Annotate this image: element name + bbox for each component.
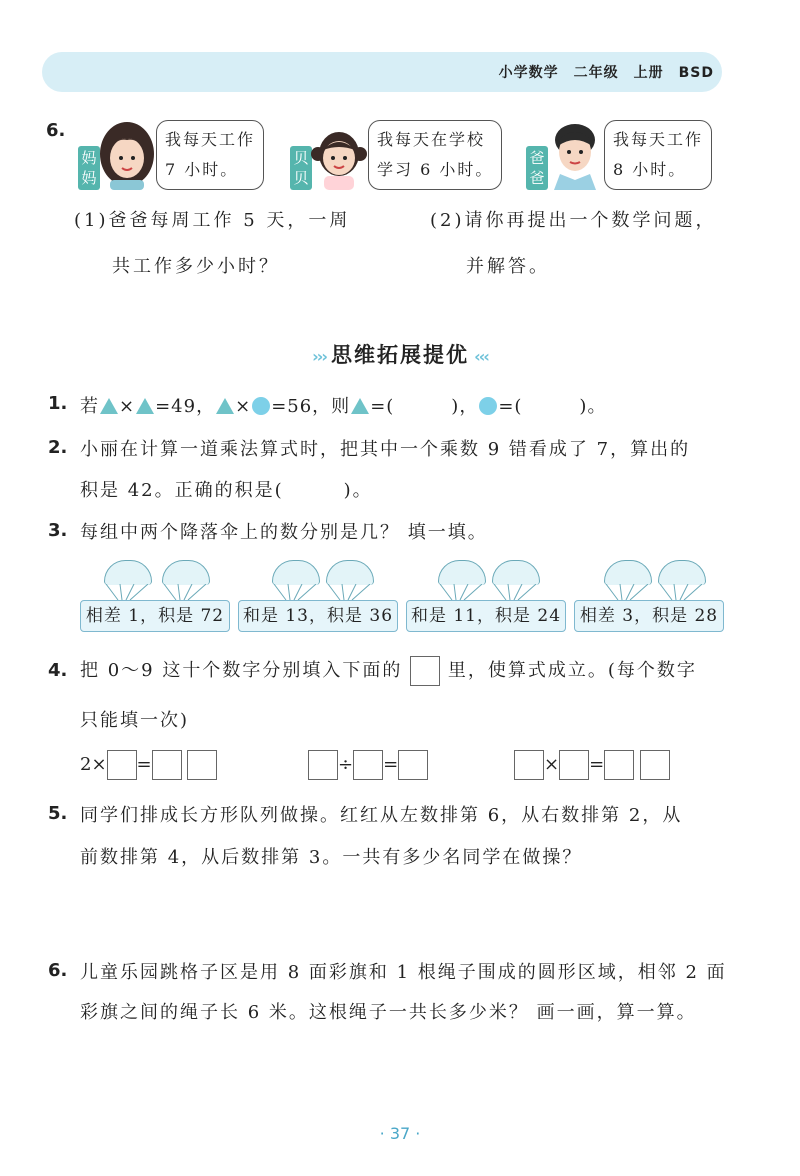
- answer-box[interactable]: [398, 750, 428, 780]
- equation-divide: [308, 750, 428, 780]
- sub-question-1-line1: (1)爸爸每周工作 5 天，一周: [74, 210, 351, 231]
- answer-box[interactable]: [640, 750, 670, 780]
- answer-blank: =( )。: [498, 396, 607, 417]
- bubble-line: 学习 6 小时。: [377, 160, 494, 179]
- dad-illustration: [546, 118, 604, 190]
- chevron-left-icon: ‹‹‹: [474, 347, 488, 366]
- question-number: 1.: [48, 393, 68, 414]
- equation-multiply-2: [514, 750, 670, 780]
- parachute: [492, 560, 540, 585]
- text-fragment: 里，使算式成立。(每个数字: [447, 660, 697, 681]
- role-label-mom: 妈妈: [78, 146, 100, 190]
- answer-box[interactable]: [187, 750, 217, 780]
- triangle-icon: [216, 398, 234, 414]
- speech-bubble-beibei: [368, 120, 502, 190]
- text-fragment: =56，则: [271, 396, 351, 417]
- book-info: 小学数学 二年级 上册 BSD: [498, 65, 714, 81]
- sub-question-2-line2: 并解答。: [466, 256, 550, 277]
- mom-illustration: [98, 120, 156, 190]
- question-3-text: 每组中两个降落伞上的数分别是几？ 填一填。: [80, 522, 488, 543]
- parachute: [658, 560, 706, 585]
- chevron-right-icon: ›››: [312, 347, 326, 366]
- speech-bubble-dad: [604, 120, 712, 190]
- question-number: 6.: [48, 960, 68, 981]
- role-label-dad: 爸爸: [526, 146, 548, 190]
- question-2-line1: 小丽在计算一道乘法算式时，把其中一个乘数 9 错看成了 7，算出的: [80, 439, 691, 460]
- question-4-line2: 只能填一次): [80, 710, 190, 731]
- answer-box[interactable]: [308, 750, 338, 780]
- answer-box[interactable]: [353, 750, 383, 780]
- question-number: 5.: [48, 803, 68, 824]
- girl-illustration: [310, 124, 368, 190]
- question-2-line2: 积是 42。正确的积是( )。: [80, 480, 373, 501]
- answer-box[interactable]: [604, 750, 634, 780]
- answer-box[interactable]: [410, 656, 440, 686]
- question-6-line1: 儿童乐园跳格子区是用 8 面彩旗和 1 根绳子围成的圆形区域，相邻 2 面: [80, 962, 727, 983]
- question-6-line2: 彩旗之间的绳子长 6 米。这根绳子一共长多少米？ 画一画，算一算。: [80, 1002, 697, 1023]
- triangle-icon: [100, 398, 118, 414]
- question-number: 4.: [48, 660, 68, 681]
- parachute: [326, 560, 374, 585]
- equals-sign: =: [383, 754, 399, 775]
- question-4-line1: [80, 656, 697, 686]
- question-number: 2.: [48, 437, 68, 458]
- parachute: [604, 560, 652, 585]
- text-fragment: 2×: [80, 754, 107, 775]
- section-title: 思维拓展提优: [331, 343, 469, 367]
- answer-box[interactable]: [559, 750, 589, 780]
- parachute-clue: 相差 1，积是 72: [80, 600, 230, 632]
- answer-box[interactable]: [514, 750, 544, 780]
- text-fragment: ×: [235, 396, 252, 417]
- equals-sign: =: [136, 754, 152, 775]
- text-fragment: 把 0～9 这十个数字分别填入下面的: [80, 660, 403, 681]
- question-number: 3.: [48, 520, 68, 541]
- triangle-icon: [351, 398, 369, 414]
- parachute-clue: 和是 11，积是 24: [406, 600, 566, 632]
- bubble-line: 7 小时。: [165, 160, 239, 179]
- triangle-icon: [136, 398, 154, 414]
- answer-box[interactable]: [152, 750, 182, 780]
- speech-bubble-mom: [156, 120, 264, 190]
- equation-multiply-1: [80, 750, 217, 780]
- sub-question-1-line2: 共工作多少小时？: [112, 256, 280, 277]
- parachute-clue: 和是 13，积是 36: [238, 600, 398, 632]
- question-number: 6.: [46, 120, 66, 141]
- question-5-line2: 前数排第 4，从后数排第 3。一共有多少名同学在做操？: [80, 847, 583, 868]
- divide-sign: ÷: [338, 754, 354, 775]
- answer-box[interactable]: [107, 750, 137, 780]
- sub-question-2-line1: (2)请你再提出一个数学问题，: [430, 210, 717, 231]
- question-5-line1: 同学们排成长方形队列做操。红红从左数排第 6，从右数排第 2，从: [80, 805, 683, 826]
- parachute: [272, 560, 320, 585]
- times-sign: ×: [544, 754, 560, 775]
- text-fragment: 若: [80, 396, 99, 417]
- parachute: [104, 560, 152, 585]
- text-fragment: =49，: [155, 396, 216, 417]
- bubble-line: 我每天工作: [613, 130, 704, 149]
- text-fragment: ×: [119, 396, 136, 417]
- page-number: · 37 ·: [379, 1124, 421, 1143]
- bubble-line: 我每天在学校: [377, 130, 486, 149]
- circle-icon: [479, 397, 497, 415]
- circle-icon: [252, 397, 270, 415]
- section-heading: [0, 339, 800, 369]
- parachute: [162, 560, 210, 585]
- parachute-clue: 相差 3，积是 28: [574, 600, 724, 632]
- question-1-text: [80, 392, 606, 418]
- role-label-beibei: 贝贝: [290, 146, 312, 190]
- answer-blank: =( )，: [370, 396, 479, 417]
- parachute: [438, 560, 486, 585]
- equals-sign: =: [589, 754, 605, 775]
- bubble-line: 8 小时。: [613, 160, 687, 179]
- bubble-line: 我每天工作: [165, 130, 256, 149]
